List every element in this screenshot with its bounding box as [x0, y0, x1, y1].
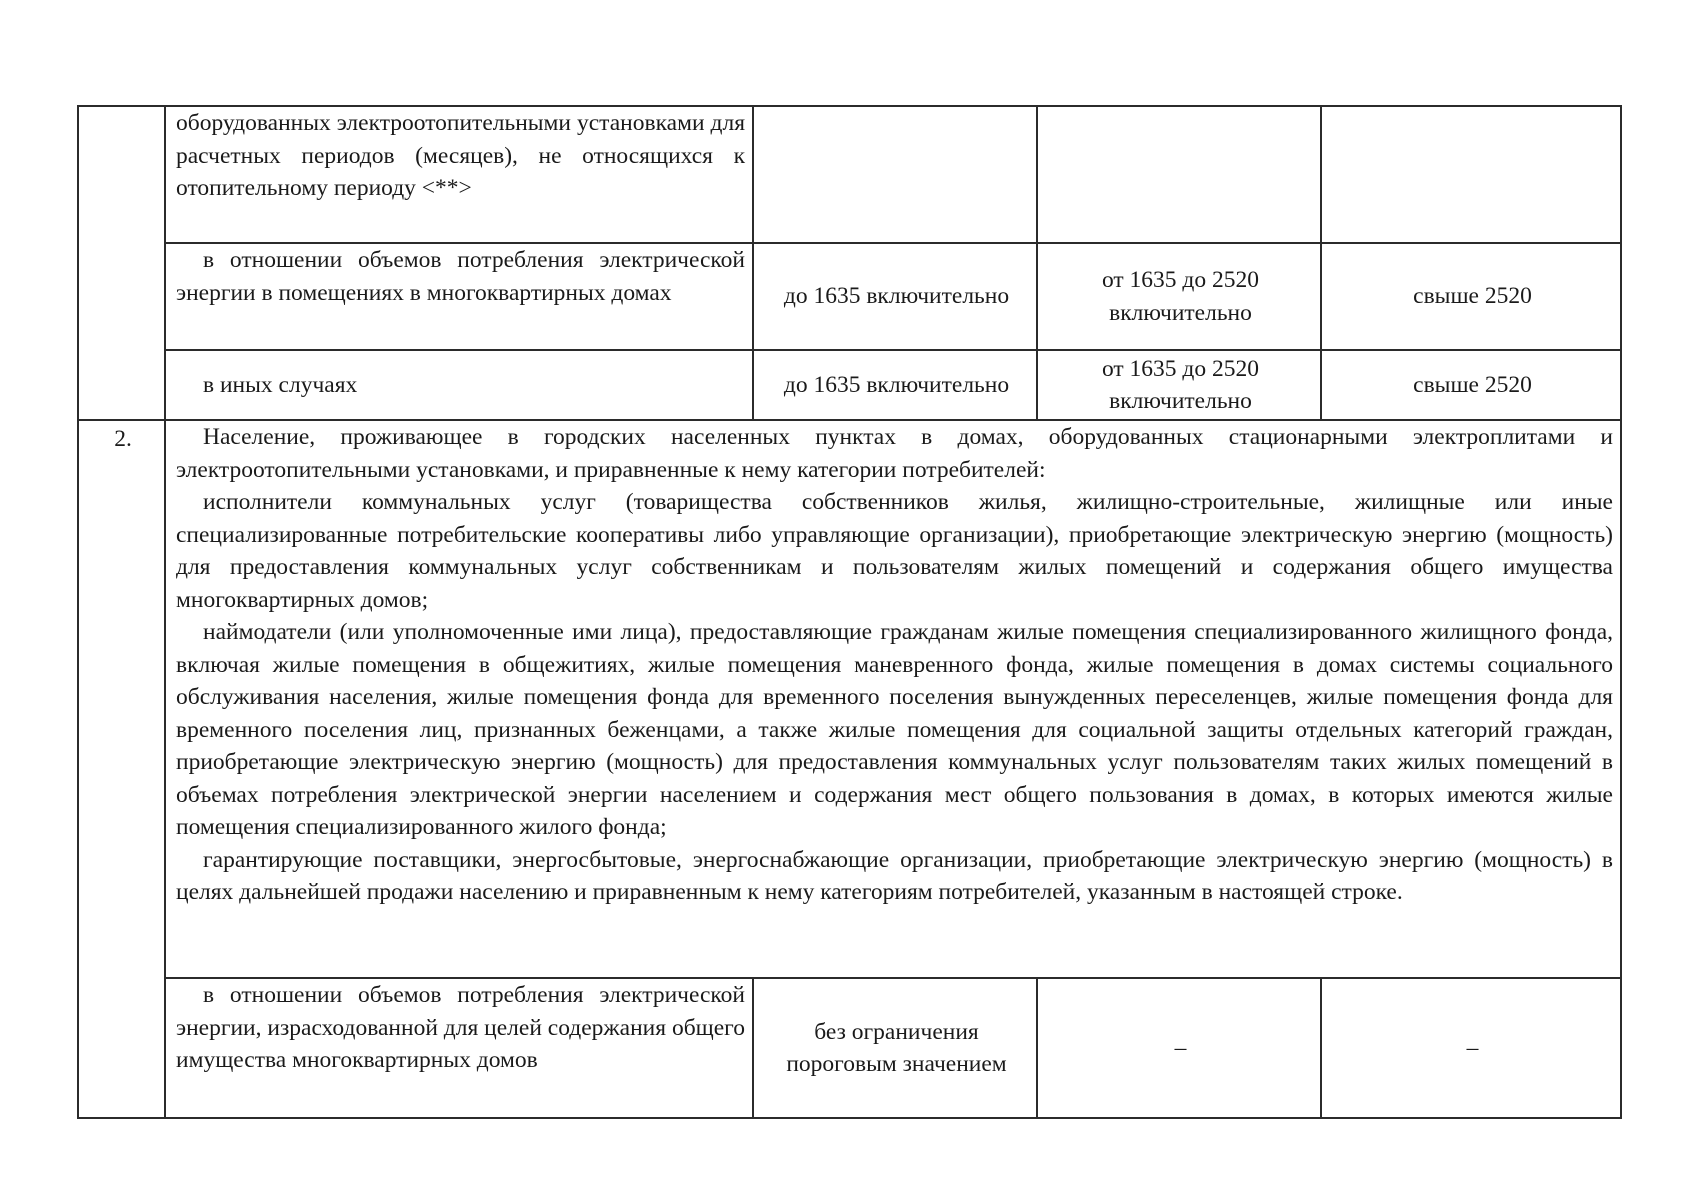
- category-paragraph: гарантирующие поставщики, энергосбытовые, энергоснабжающие организации, приобретающие электрическую энергию (мощность) в целях дальнейшей продажи населению и приравненным к нему категориям потребителей, указанным в настоящей строке.: [176, 846, 1613, 905]
- threshold-value: свыше 2520: [1413, 371, 1532, 398]
- threshold-cell-low: [753, 243, 1037, 350]
- threshold-value: до 1635 включительно: [783, 371, 1010, 398]
- row-description-cell: [165, 978, 753, 1118]
- threshold-cell-empty: [1037, 106, 1321, 243]
- category-paragraph: исполнители коммунальных услуг (товарищества собственников жилья, жилищно-строительные, жилищные или иные специализированные потребительские кооперативы либо управляющие организации), приобретающие электрическую энергию (мощность) для предоставления коммунальных услуг собственникам и пользователям жилых помещений и содержания общего имущества многоквартирных домов;: [176, 489, 1613, 613]
- threshold-cell-empty: [1321, 106, 1621, 243]
- row-description-cell: [165, 106, 753, 243]
- dash-value: –: [1174, 1034, 1187, 1061]
- threshold-value: от 1635 до 2520 включительно: [1101, 267, 1260, 326]
- row-description-cell: [165, 243, 753, 350]
- table-row: [78, 106, 1621, 243]
- threshold-cell-low: [753, 350, 1037, 420]
- row-number: 2.: [114, 426, 132, 452]
- threshold-cell-high: [1321, 978, 1621, 1118]
- threshold-cell-mid: [1037, 243, 1321, 350]
- category-description-cell: [165, 420, 1621, 978]
- category-paragraph: Население, проживающее в городских населенных пунктах в домах, оборудованных стационарными электроплитами и электроотопительными установками, и приравненные к нему категории потребителей:: [176, 424, 1613, 483]
- threshold-cell-mid: [1037, 350, 1321, 420]
- row-description-cell: [165, 350, 753, 420]
- threshold-cell-mid: [1037, 978, 1321, 1118]
- tariff-threshold-table: [77, 105, 1622, 1119]
- table-row: [78, 350, 1621, 420]
- dash-value: –: [1466, 1034, 1479, 1061]
- threshold-cell-empty: [753, 106, 1037, 243]
- description-text: в отношении объемов потребления электрической энергии в помещениях в многоквартирных домах: [176, 247, 745, 306]
- threshold-cell-high: [1321, 243, 1621, 350]
- threshold-cell-high: [1321, 350, 1621, 420]
- threshold-value: до 1635 включительно: [783, 283, 1010, 310]
- row-number-cell: [78, 106, 165, 420]
- description-text: в отношении объемов потребления электрической энергии, израсходованной для целей содержания общего имущества многоквартирных домов: [176, 982, 745, 1073]
- description-text: оборудованных электроотопительными установками для расчетных периодов (месяцев), не относящихся к отопительному периоду <**>: [176, 110, 745, 201]
- threshold-value: свыше 2520: [1413, 283, 1532, 310]
- description-text: в иных случаях: [203, 371, 358, 398]
- category-paragraph: наймодатели (или уполномоченные ими лица), предоставляющие гражданам жилые помещения специализированного жилищного фонда, включая жилые помещения в общежитиях, жилые помещения маневренного фонда, жилые помещения в домах системы социального обслуживания населения, жилые помещения фонда для временного поселения вынужденных переселенцев, жилые помещения фонда для временного поселения лиц, признанных беженцами, а также жилые помещения для социальной защиты отдельных категорий граждан, приобретающие электрическую энергию (мощность) для предоставления коммунальных услуг пользователям таких жилых помещений в объемах потребления электрической энергии населением и содержания мест общего пользования в домах, в которых имеются жилые помещения специализированного жилого фонда;: [176, 619, 1613, 840]
- threshold-value: от 1635 до 2520 включительно: [1101, 355, 1260, 414]
- table-row: [78, 978, 1621, 1118]
- threshold-value: без ограничения пороговым значением: [786, 1018, 1007, 1077]
- threshold-cell-low: [753, 978, 1037, 1118]
- table-row: [78, 243, 1621, 350]
- table-row: [78, 420, 1621, 978]
- row-number-cell: [78, 420, 165, 1118]
